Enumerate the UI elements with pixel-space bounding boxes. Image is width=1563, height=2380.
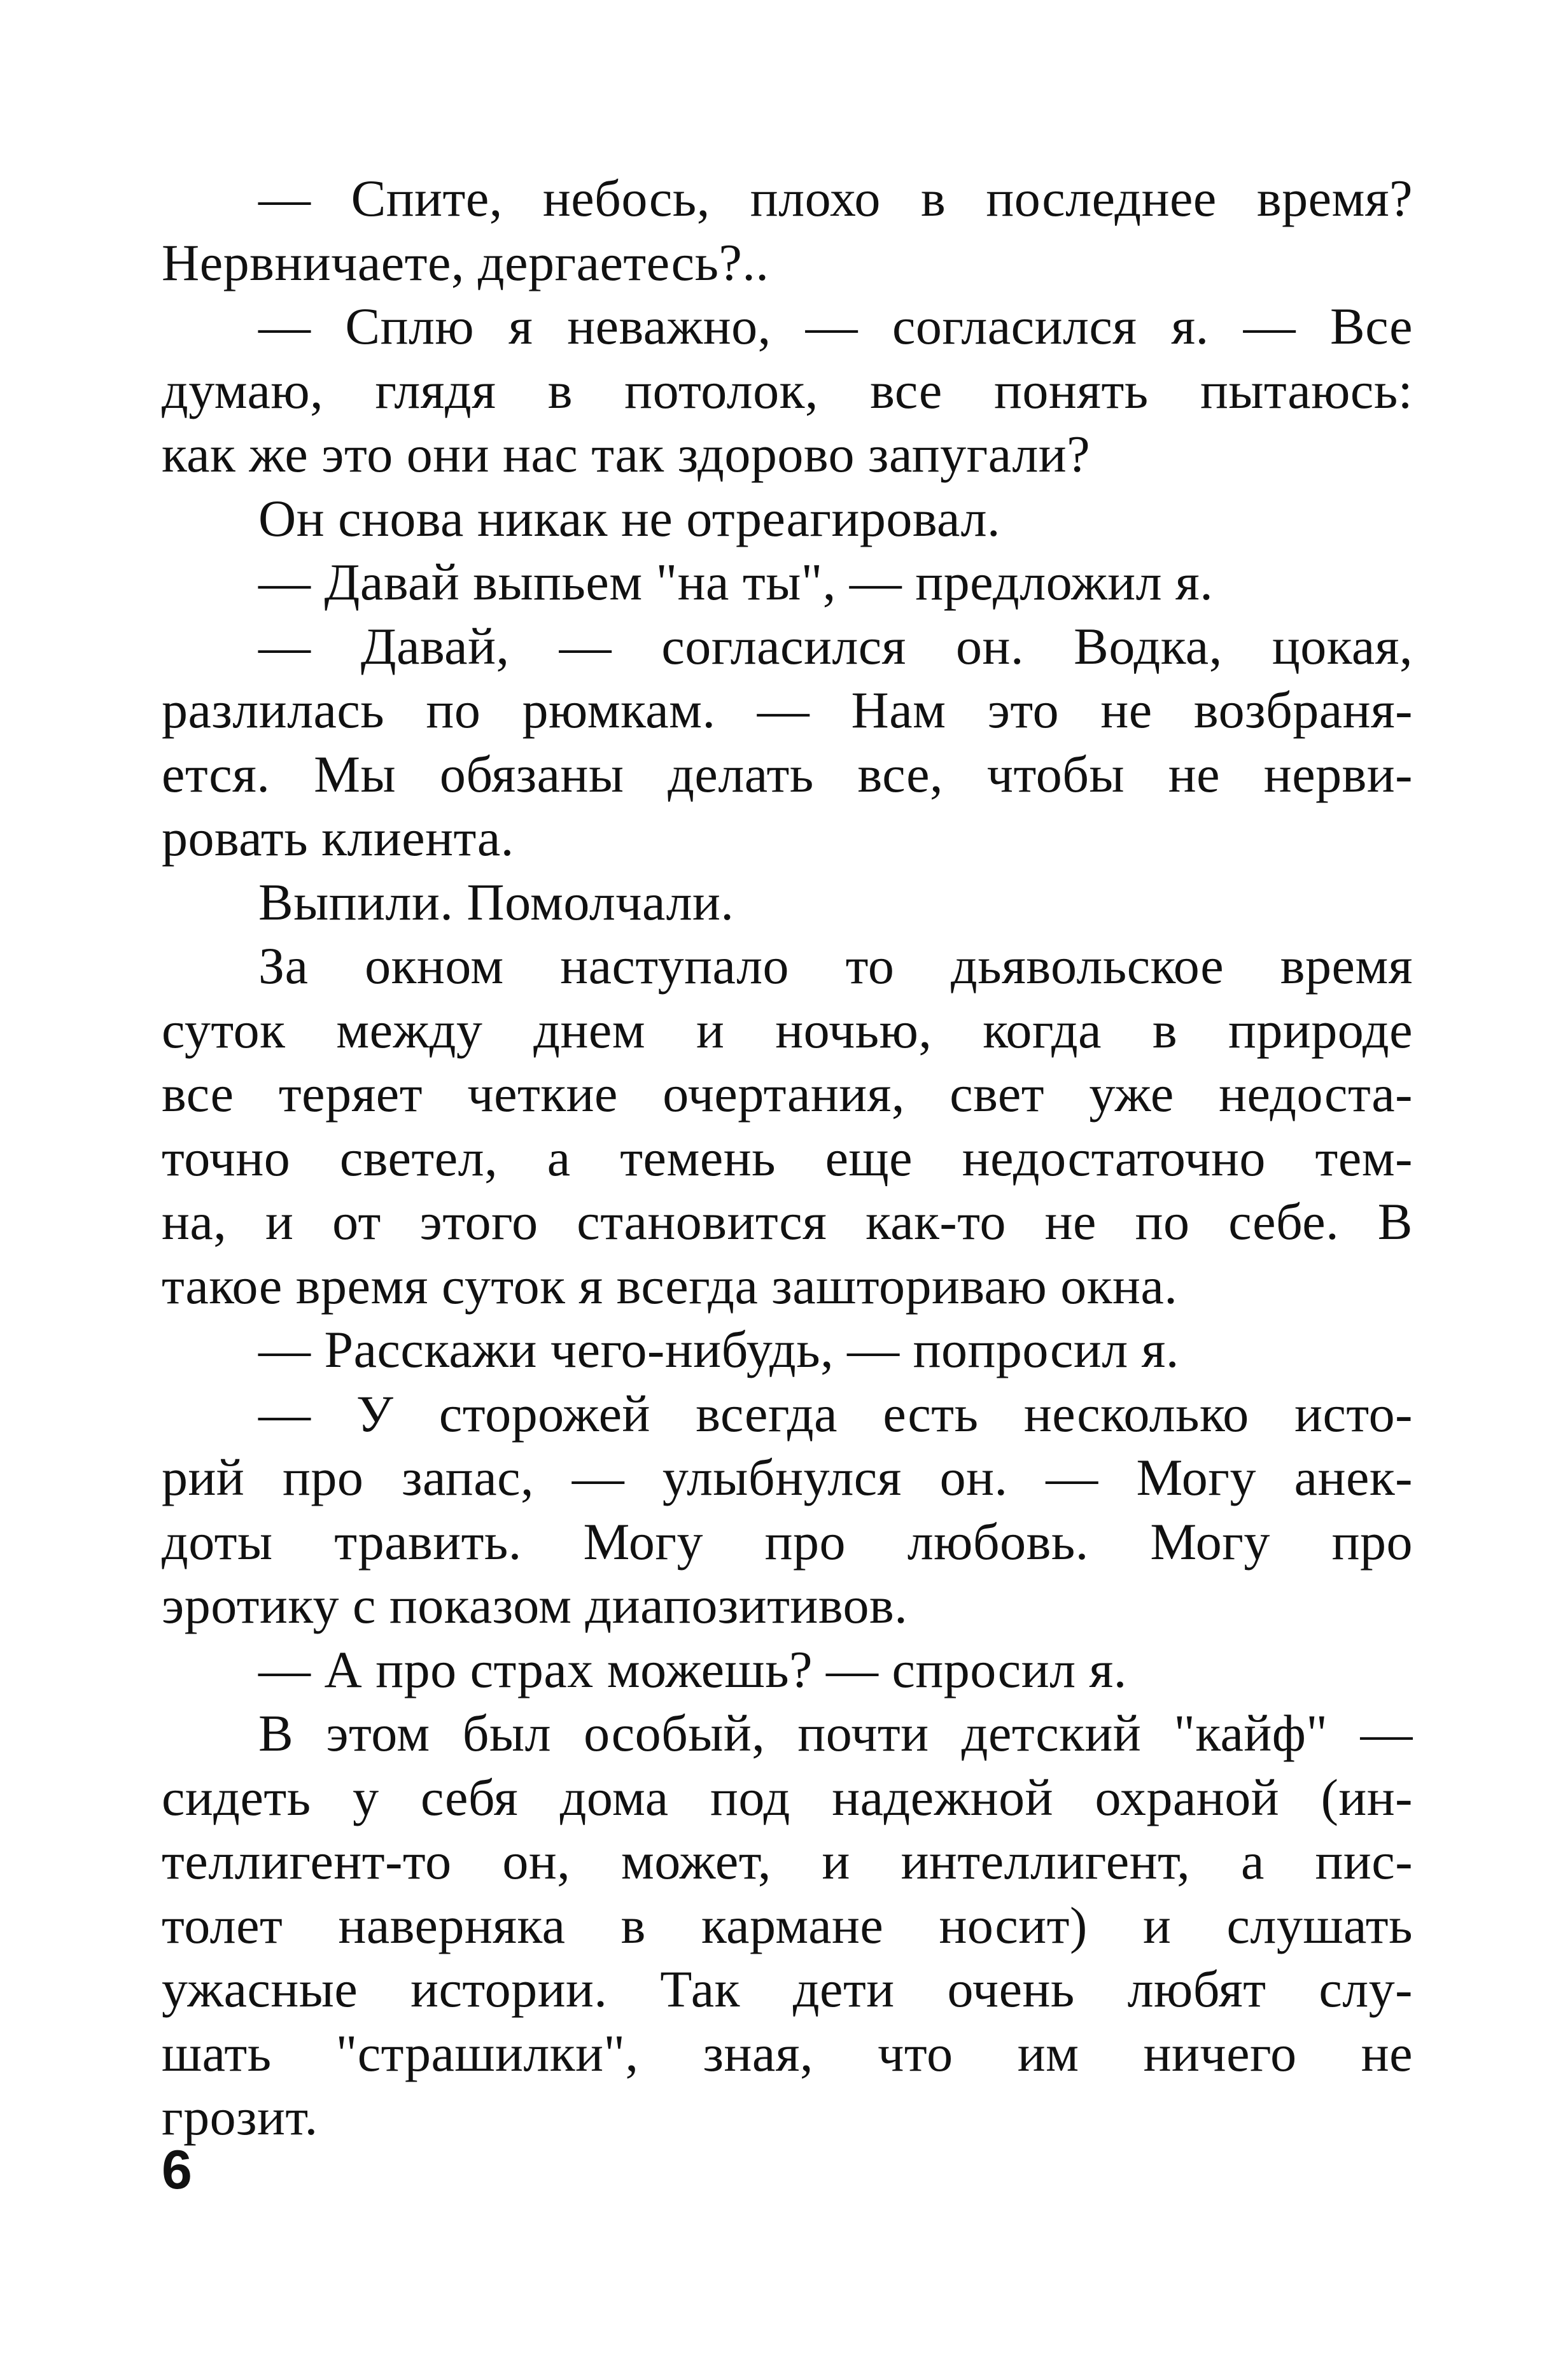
text-line: — Спите, небось, плохо в последнее время? (258, 169, 1413, 227)
text-line: как же это они нас так здорово запугали? (162, 425, 1091, 483)
text-line: точно светел, а темень еще недостаточно тем- (162, 1128, 1413, 1187)
text-line: В этом был особый, почти детский "кайф" — (258, 1704, 1413, 1762)
text-line: все теряет четкие очертания, свет уже недоста- (162, 1065, 1413, 1123)
text-line: шать "страшилки", зная, что им ничего не (162, 2024, 1413, 2082)
page-text-block (162, 167, 1413, 2150)
page-number: 6 (162, 2139, 192, 2201)
text-line: теллигент-то он, может, и интеллигент, а пис- (162, 1832, 1413, 1890)
text-line: — Давай выпьем "на ты", — предложил я. (258, 553, 1214, 611)
text-line: — А про страх можешь? — спросил я. (258, 1640, 1127, 1698)
text-line: сидеть у себя дома под надежной охраной (ин- (162, 1768, 1413, 1826)
text-line: ужасные истории. Так дети очень любят слу- (162, 1960, 1413, 2018)
text-line: думаю, глядя в потолок, все понять пытаюсь: (162, 361, 1413, 419)
text-line: толет наверняка в кармане носит) и слушать (162, 1896, 1413, 1954)
text-line: грозит. (162, 2088, 318, 2146)
text-line: доты травить. Могу про любовь. Могу про (162, 1512, 1413, 1571)
text-line: За окном наступало то дьявольское время (258, 937, 1413, 995)
text-line: Нервничаете, дергаетесь?.. (162, 233, 769, 291)
text-line: такое время суток я всегда зашториваю окна. (162, 1256, 1178, 1315)
text-line: Выпили. Помолчали. (258, 872, 734, 931)
text-line: ровать клиента. (162, 809, 514, 867)
text-line: эротику с показом диапозитивов. (162, 1576, 908, 1634)
text-line: на, и от этого становится как-то не по себе. В (162, 1193, 1413, 1250)
text-line: разлилась по рюмкам. — Нам это не возбраня- (162, 681, 1413, 739)
text-line: — У сторожей всегда есть несколько исто- (258, 1384, 1413, 1443)
text-line: — Расскажи чего-нибудь, — попросил я. (258, 1320, 1179, 1378)
text-line: — Сплю я неважно, — согласился я. — Все (258, 297, 1413, 355)
text-line: рий про запас, — улыбнулся он. — Могу анек- (162, 1448, 1413, 1506)
text-line: суток между днем и ночью, когда в природе (162, 1000, 1413, 1059)
text-line: ется. Мы обязаны делать все, чтобы не нерви- (162, 745, 1413, 803)
text-line: — Давай, — согласился он. Водка, цокая, (258, 617, 1413, 675)
text-line: Он снова никак не отреагировал. (258, 489, 1001, 547)
